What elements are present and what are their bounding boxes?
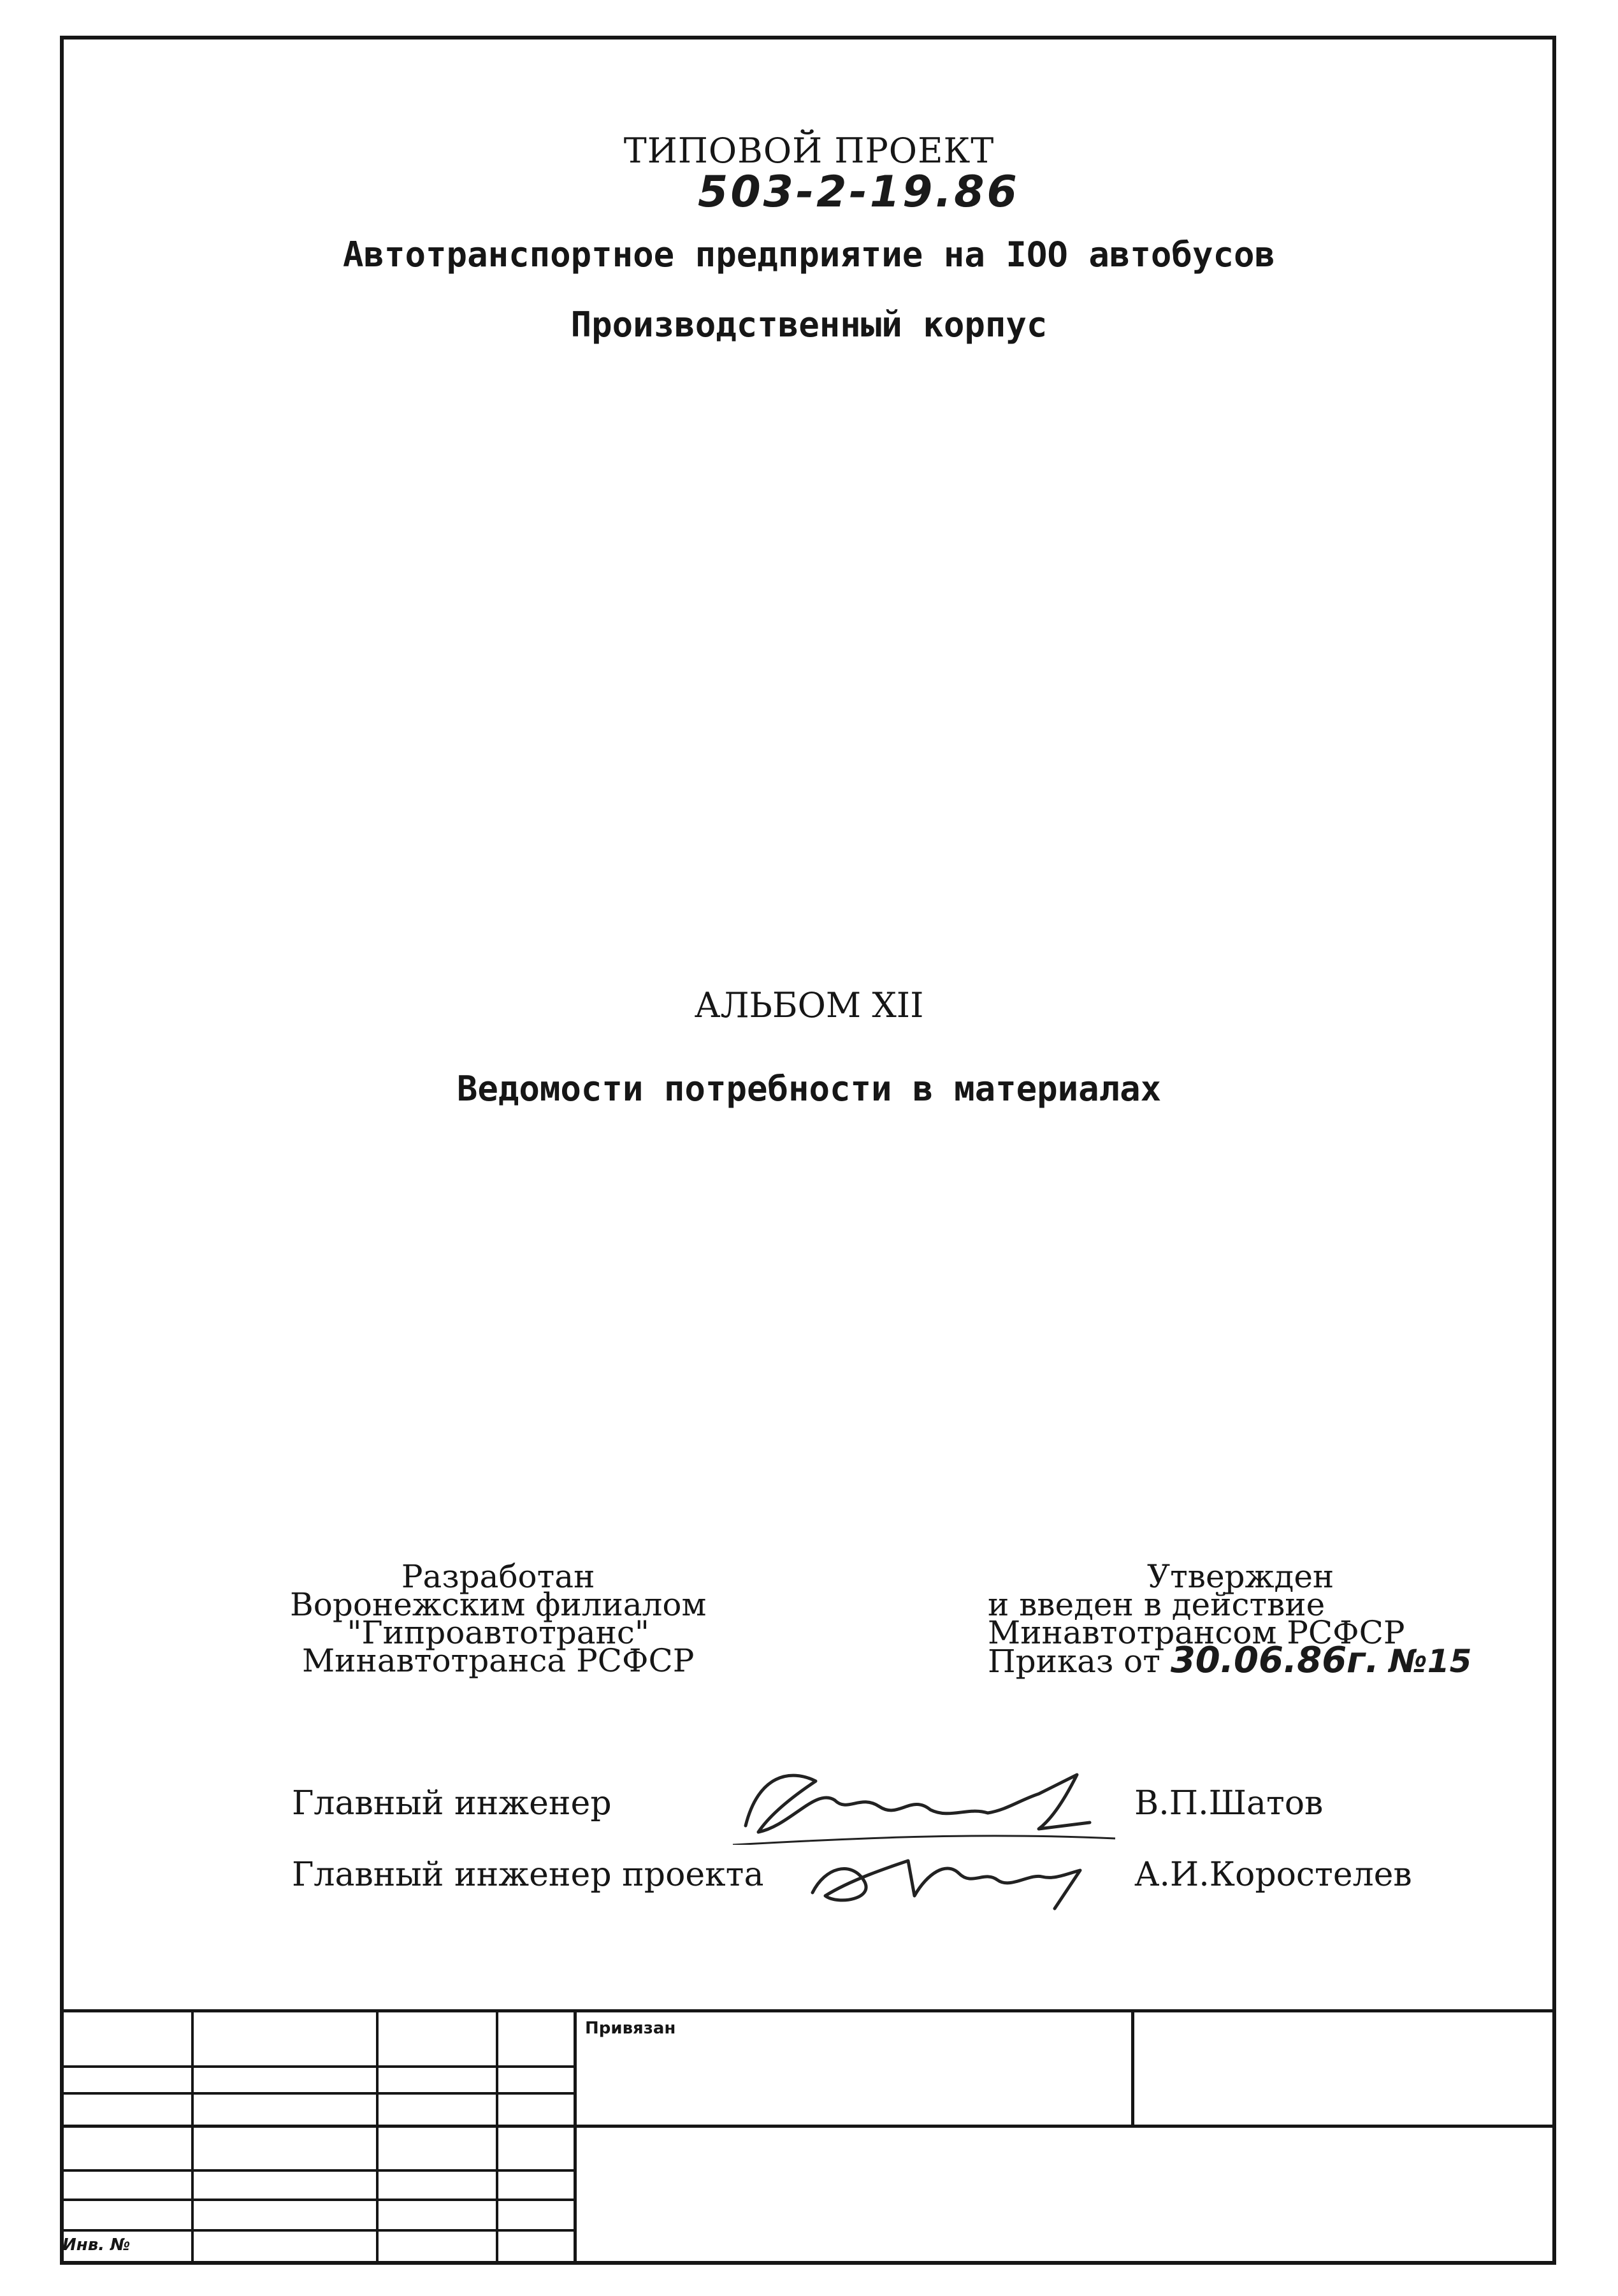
sheet-frame (60, 36, 1556, 2265)
stamp-table (60, 2009, 1556, 2265)
developed-by-block (290, 1558, 707, 1679)
approval-order-line (988, 1640, 1472, 1681)
signature-role: Главный инженер (292, 1784, 612, 1823)
order-number: №15 (1389, 1643, 1472, 1680)
developed-by-line: Минавтотранса РСФСР (301, 1642, 695, 1679)
signature-name: А.И.Коростелев (1134, 1856, 1412, 1894)
order-date: 30.06.86г. (1170, 1640, 1379, 1681)
order-prefix: Приказ от (988, 1643, 1160, 1680)
approved-line: и введен в действие (988, 1586, 1325, 1623)
album-number: АЛЬБОМ XII (694, 985, 924, 1025)
approved-line: Утвержден (1147, 1558, 1334, 1595)
approved-block (988, 1558, 1472, 1681)
project-subtitle: Производственный корпус (570, 305, 1048, 345)
signature-name: В.П.Шатов (1134, 1784, 1324, 1823)
developed-by-line: Воронежским филиалом (290, 1586, 707, 1623)
developed-by-line: Разработан (401, 1558, 595, 1595)
signature-role: Главный инженер проекта (292, 1856, 764, 1894)
developed-by-line: "Гипроавтотранс" (347, 1614, 649, 1651)
bound-label: Привязан (585, 2019, 676, 2038)
approved-line: Минавтотрансом РСФСР (988, 1614, 1405, 1651)
doc-type-heading: ТИПОВОЙ ПРОЕКТ (623, 131, 995, 171)
inventory-number-label: Инв. № (62, 2235, 131, 2255)
signature-chief-project-engineer (800, 1835, 1106, 1912)
project-title: Автотранспортное предприятие на IOO автобусов (343, 235, 1275, 275)
album-name: Ведомости потребности в материалах (456, 1069, 1162, 1109)
signature-chief-engineer (720, 1749, 1128, 1845)
project-number: 503-2-19.86 (698, 167, 1020, 217)
